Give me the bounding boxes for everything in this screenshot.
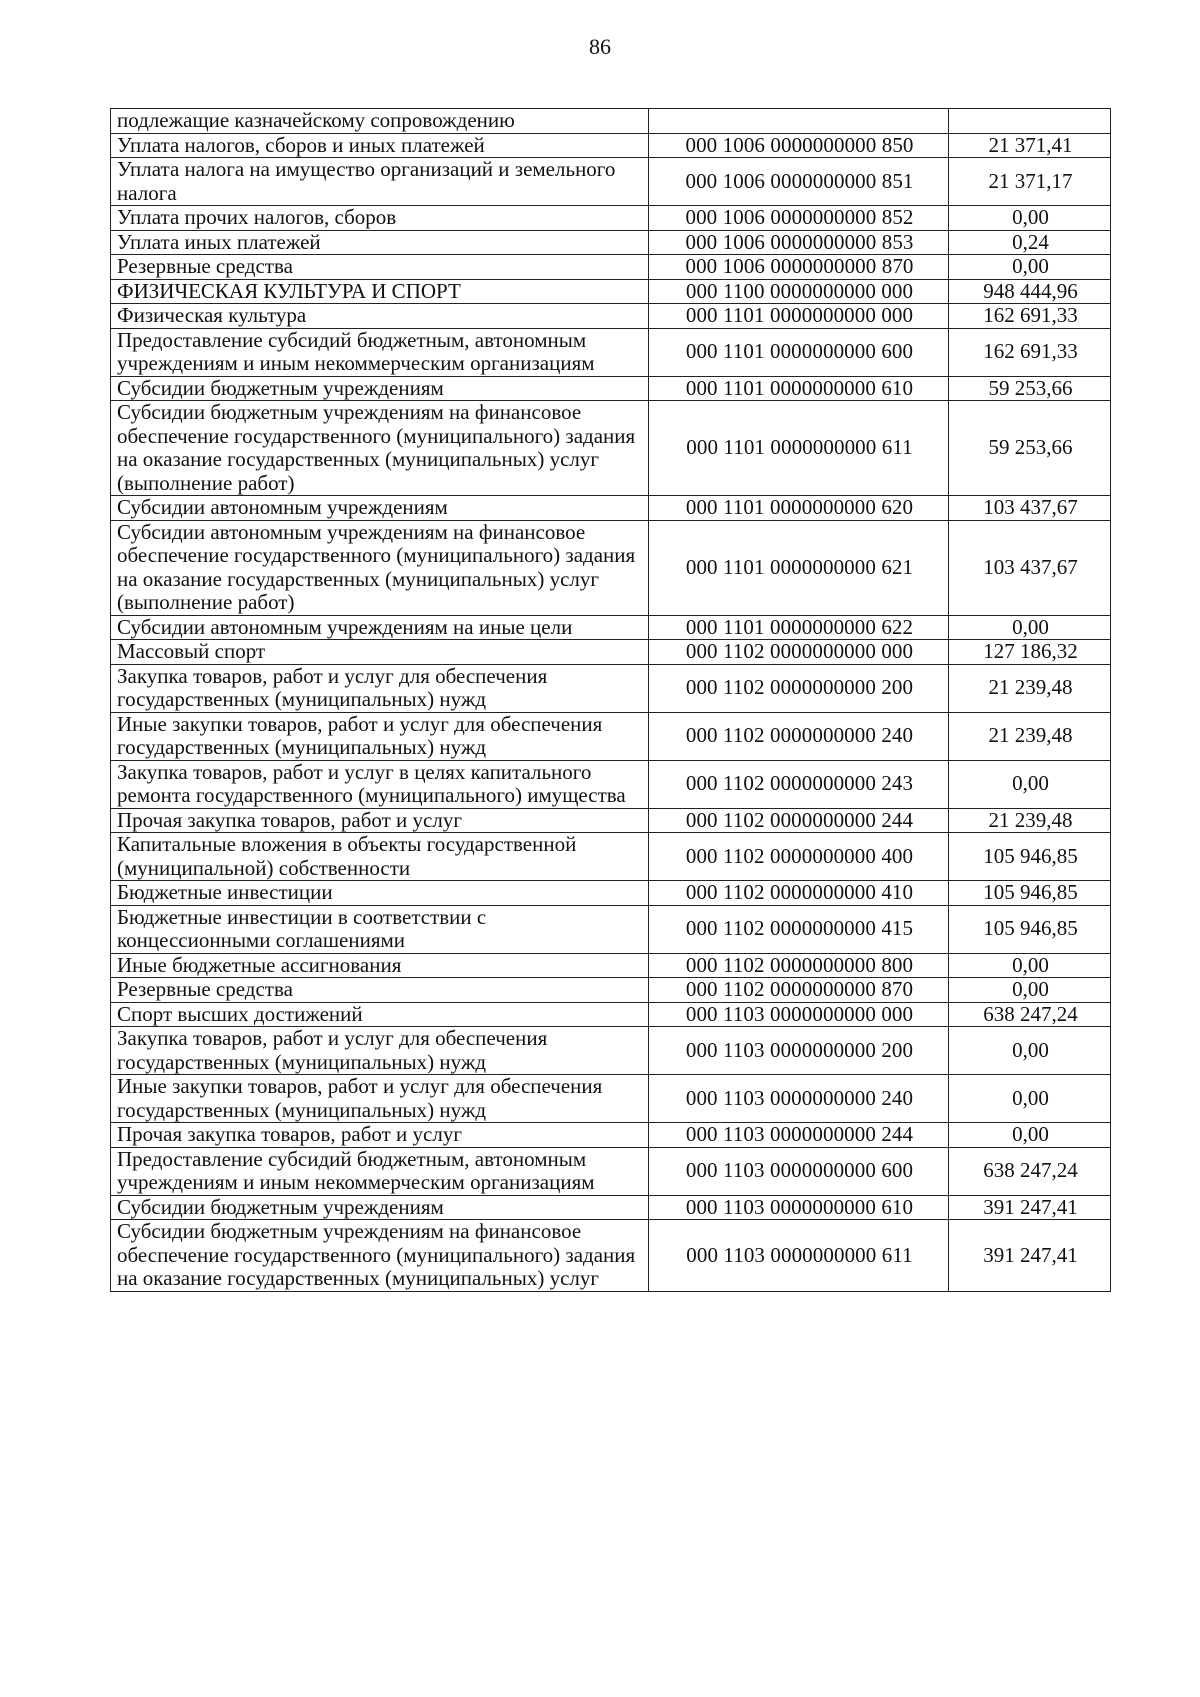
row-code xyxy=(649,109,949,134)
row-code: 000 1101 0000000000 621 xyxy=(649,520,949,615)
row-name: Закупка товаров, работ и услуг для обеспечения государственных (муниципальных) нужд xyxy=(111,1027,649,1075)
budget-table-body xyxy=(111,109,1111,1292)
table-row xyxy=(111,712,1111,760)
row-code: 000 1101 0000000000 611 xyxy=(649,401,949,496)
row-amount: 21 239,48 xyxy=(949,712,1111,760)
row-code: 000 1102 0000000000 243 xyxy=(649,760,949,808)
row-code: 000 1102 0000000000 415 xyxy=(649,905,949,953)
row-name: Прочая закупка товаров, работ и услуг xyxy=(111,1123,649,1148)
row-name: Иные закупки товаров, работ и услуг для обеспечения государственных (муниципальных) нужд xyxy=(111,712,649,760)
table-row xyxy=(111,1075,1111,1123)
table-row xyxy=(111,109,1111,134)
row-amount: 21 371,17 xyxy=(949,158,1111,206)
row-amount: 162 691,33 xyxy=(949,304,1111,329)
row-name: Предоставление субсидий бюджетным, автономным учреждениям и иным некоммерческим организациям xyxy=(111,1147,649,1195)
row-amount: 638 247,24 xyxy=(949,1002,1111,1027)
row-name: Иные закупки товаров, работ и услуг для обеспечения государственных (муниципальных) нужд xyxy=(111,1075,649,1123)
row-name: Субсидии бюджетным учреждениям на финансовое обеспечение государственного (муниципального) задания на оказание государственных (муниципальных) услуг (выполнение работ) xyxy=(111,401,649,496)
table-row xyxy=(111,881,1111,906)
table-row xyxy=(111,255,1111,280)
table-row xyxy=(111,1195,1111,1220)
table-row xyxy=(111,279,1111,304)
row-amount: 105 946,85 xyxy=(949,905,1111,953)
row-amount: 21 239,48 xyxy=(949,664,1111,712)
row-name: Бюджетные инвестиции в соответствии с концессионными соглашениями xyxy=(111,905,649,953)
row-code: 000 1102 0000000000 400 xyxy=(649,833,949,881)
table-row xyxy=(111,328,1111,376)
row-amount: 162 691,33 xyxy=(949,328,1111,376)
table-row xyxy=(111,133,1111,158)
row-code: 000 1103 0000000000 200 xyxy=(649,1027,949,1075)
row-code: 000 1103 0000000000 600 xyxy=(649,1147,949,1195)
table-row xyxy=(111,1147,1111,1195)
table-row xyxy=(111,808,1111,833)
row-code: 000 1006 0000000000 853 xyxy=(649,230,949,255)
table-row xyxy=(111,376,1111,401)
table-row xyxy=(111,953,1111,978)
row-amount: 391 247,41 xyxy=(949,1220,1111,1292)
row-name: подлежащие казначейскому сопровождению xyxy=(111,109,649,134)
row-code: 000 1101 0000000000 600 xyxy=(649,328,949,376)
row-code: 000 1102 0000000000 244 xyxy=(649,808,949,833)
row-code: 000 1102 0000000000 410 xyxy=(649,881,949,906)
row-amount: 0,00 xyxy=(949,255,1111,280)
row-amount: 0,00 xyxy=(949,206,1111,231)
row-code: 000 1103 0000000000 240 xyxy=(649,1075,949,1123)
row-code: 000 1006 0000000000 850 xyxy=(649,133,949,158)
table-row xyxy=(111,640,1111,665)
row-amount: 127 186,32 xyxy=(949,640,1111,665)
row-code: 000 1100 0000000000 000 xyxy=(649,279,949,304)
page-number: 86 xyxy=(589,34,611,59)
row-code: 000 1102 0000000000 800 xyxy=(649,953,949,978)
row-name: Уплата прочих налогов, сборов xyxy=(111,206,649,231)
row-name: Субсидии бюджетным учреждениям xyxy=(111,376,649,401)
table-row xyxy=(111,978,1111,1003)
table-row xyxy=(111,158,1111,206)
table-row xyxy=(111,1002,1111,1027)
table-row xyxy=(111,1123,1111,1148)
row-amount: 0,00 xyxy=(949,978,1111,1003)
row-code: 000 1103 0000000000 611 xyxy=(649,1220,949,1292)
row-amount: 21 371,41 xyxy=(949,133,1111,158)
row-name: Массовый спорт xyxy=(111,640,649,665)
table-row xyxy=(111,833,1111,881)
row-code: 000 1006 0000000000 852 xyxy=(649,206,949,231)
row-amount: 103 437,67 xyxy=(949,520,1111,615)
row-amount: 0,00 xyxy=(949,1075,1111,1123)
row-name: Субсидии автономным учреждениям на финансовое обеспечение государственного (муниципального) задания на оказание государственных (муниципальных) услуг (выполнение работ) xyxy=(111,520,649,615)
row-name: Резервные средства xyxy=(111,978,649,1003)
row-name: Субсидии бюджетным учреждениям на финансовое обеспечение государственного (муниципального) задания на оказание государственных (муниципальных) услуг xyxy=(111,1220,649,1292)
row-name: Резервные средства xyxy=(111,255,649,280)
table-row xyxy=(111,1027,1111,1075)
row-name: Субсидии автономным учреждениям на иные цели xyxy=(111,615,649,640)
row-code: 000 1101 0000000000 000 xyxy=(649,304,949,329)
row-name: Уплата иных платежей xyxy=(111,230,649,255)
row-name: Закупка товаров, работ и услуг для обеспечения государственных (муниципальных) нужд xyxy=(111,664,649,712)
row-name: Закупка товаров, работ и услуг в целях капитального ремонта государственного (муниципального) имущества xyxy=(111,760,649,808)
row-name: Капитальные вложения в объекты государственной (муниципальной) собственности xyxy=(111,833,649,881)
row-name: Бюджетные инвестиции xyxy=(111,881,649,906)
row-name: Спорт высших достижений xyxy=(111,1002,649,1027)
table-row xyxy=(111,1220,1111,1292)
table-row xyxy=(111,520,1111,615)
row-amount: 21 239,48 xyxy=(949,808,1111,833)
row-code: 000 1102 0000000000 200 xyxy=(649,664,949,712)
row-amount xyxy=(949,109,1111,134)
row-code: 000 1101 0000000000 622 xyxy=(649,615,949,640)
table-row xyxy=(111,905,1111,953)
table-row xyxy=(111,304,1111,329)
budget-table xyxy=(110,108,1111,1292)
row-code: 000 1102 0000000000 240 xyxy=(649,712,949,760)
table-row xyxy=(111,760,1111,808)
table-row xyxy=(111,664,1111,712)
table-row xyxy=(111,401,1111,496)
row-code: 000 1103 0000000000 244 xyxy=(649,1123,949,1148)
row-amount: 0,00 xyxy=(949,1027,1111,1075)
row-name: Предоставление субсидий бюджетным, автономным учреждениям и иным некоммерческим организациям xyxy=(111,328,649,376)
row-name: Прочая закупка товаров, работ и услуг xyxy=(111,808,649,833)
row-name: Иные бюджетные ассигнования xyxy=(111,953,649,978)
row-code: 000 1102 0000000000 000 xyxy=(649,640,949,665)
row-code: 000 1101 0000000000 610 xyxy=(649,376,949,401)
row-amount: 0,00 xyxy=(949,760,1111,808)
row-code: 000 1006 0000000000 870 xyxy=(649,255,949,280)
row-amount: 948 444,96 xyxy=(949,279,1111,304)
row-name: Уплата налогов, сборов и иных платежей xyxy=(111,133,649,158)
row-code: 000 1103 0000000000 610 xyxy=(649,1195,949,1220)
row-code: 000 1103 0000000000 000 xyxy=(649,1002,949,1027)
row-name: Субсидии автономным учреждениям xyxy=(111,496,649,521)
row-amount: 0,00 xyxy=(949,615,1111,640)
row-amount: 638 247,24 xyxy=(949,1147,1111,1195)
row-amount: 105 946,85 xyxy=(949,881,1111,906)
table-row xyxy=(111,206,1111,231)
row-amount: 103 437,67 xyxy=(949,496,1111,521)
row-code: 000 1006 0000000000 851 xyxy=(649,158,949,206)
row-name: ФИЗИЧЕСКАЯ КУЛЬТУРА И СПОРТ xyxy=(111,279,649,304)
row-amount: 0,00 xyxy=(949,1123,1111,1148)
table-row xyxy=(111,230,1111,255)
row-amount: 59 253,66 xyxy=(949,401,1111,496)
row-name: Уплата налога на имущество организаций и земельного налога xyxy=(111,158,649,206)
row-name: Физическая культура xyxy=(111,304,649,329)
row-code: 000 1102 0000000000 870 xyxy=(649,978,949,1003)
row-amount: 0,24 xyxy=(949,230,1111,255)
table-row xyxy=(111,496,1111,521)
row-amount: 105 946,85 xyxy=(949,833,1111,881)
row-amount: 59 253,66 xyxy=(949,376,1111,401)
table-row xyxy=(111,615,1111,640)
row-amount: 0,00 xyxy=(949,953,1111,978)
row-name: Субсидии бюджетным учреждениям xyxy=(111,1195,649,1220)
row-amount: 391 247,41 xyxy=(949,1195,1111,1220)
row-code: 000 1101 0000000000 620 xyxy=(649,496,949,521)
